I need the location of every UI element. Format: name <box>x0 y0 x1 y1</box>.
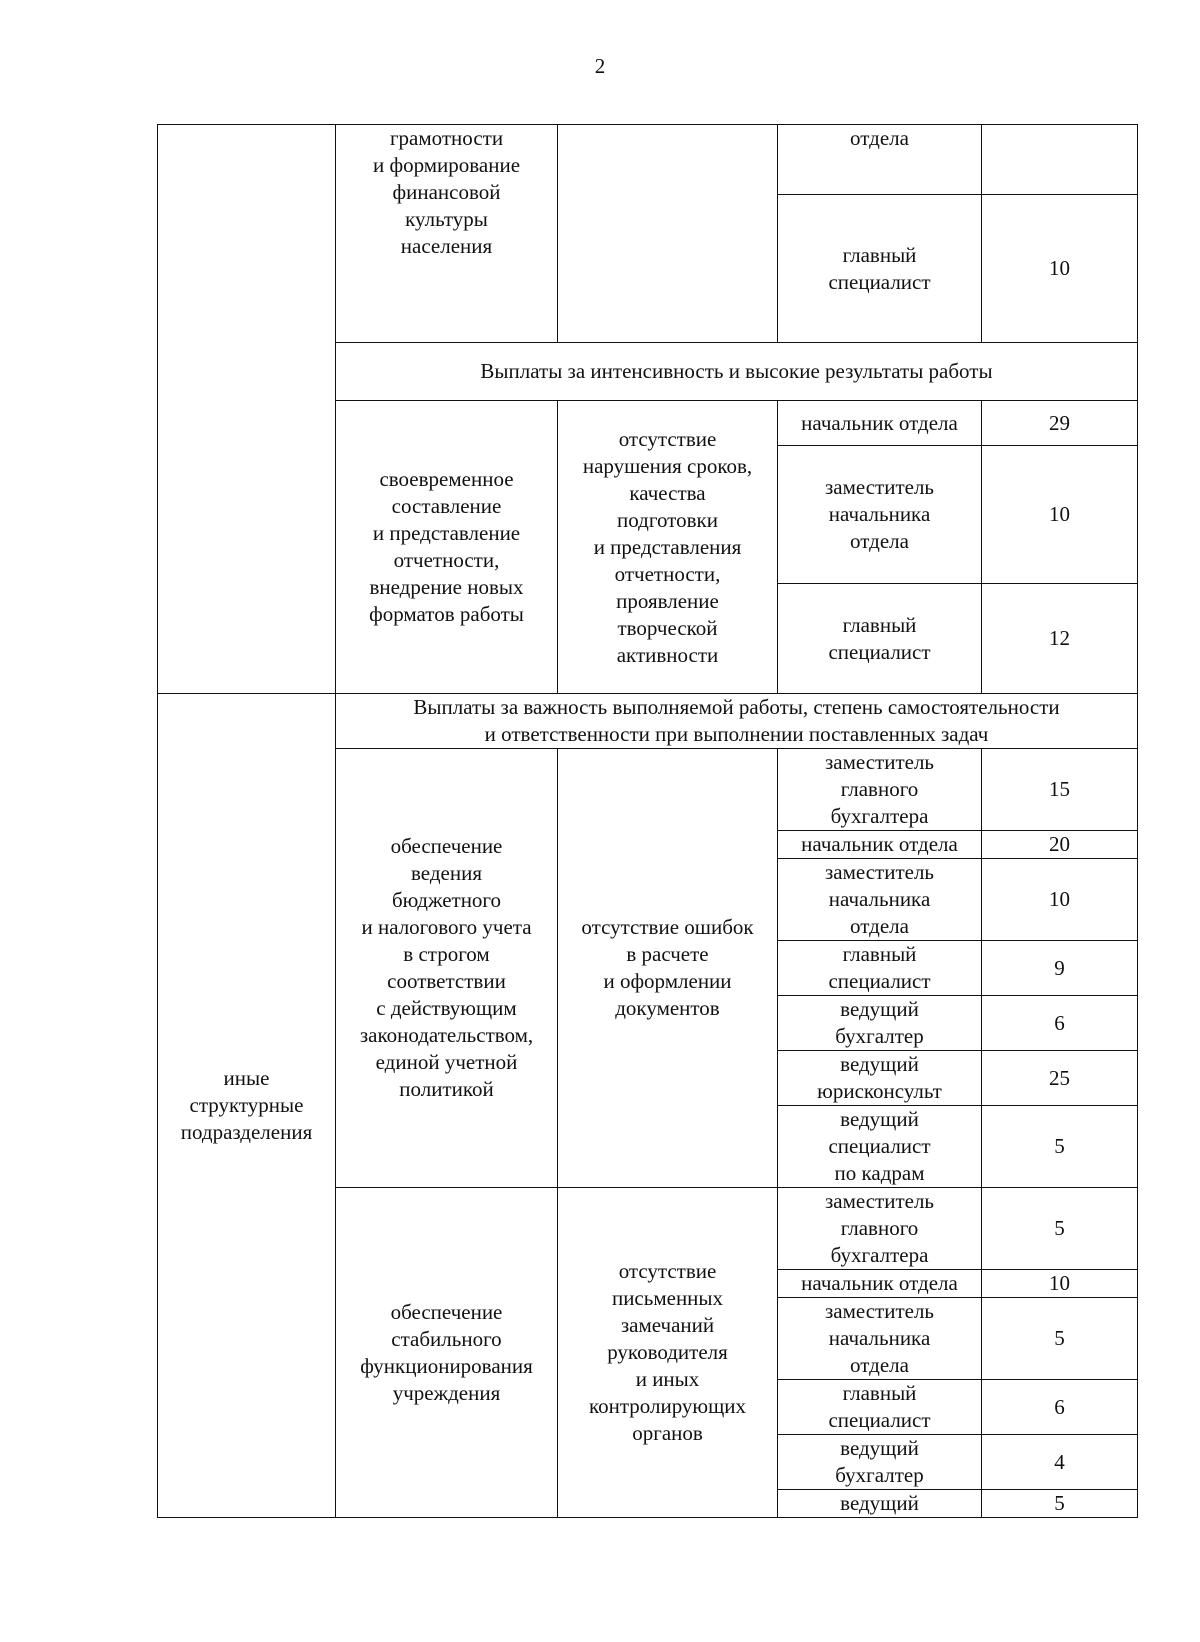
position-cell: начальник отдела <box>778 401 982 446</box>
value-cell: 5 <box>982 1298 1138 1380</box>
position-cell: начальник отдела <box>778 1270 982 1298</box>
criterion-cell: своевременное составление и представление отчетности, внедрение новых форматов работы <box>336 401 558 694</box>
position-cell: главный специалист <box>778 584 982 694</box>
value-cell: 6 <box>982 1380 1138 1435</box>
criterion-cell: обеспечение ведения бюджетного и налогового учета в строгом соответствии с действующим законодательством, единой учетной политикой <box>336 749 558 1188</box>
condition-cell: отсутствие нарушения сроков, качества подготовки и представления отчетности, проявление творческой активности <box>558 401 778 694</box>
value-cell: 10 <box>982 859 1138 941</box>
value-cell: 20 <box>982 831 1138 859</box>
position-cell: ведущий бухгалтер <box>778 996 982 1051</box>
condition-cell: отсутствие письменных замечаний руководителя и иных контролирующих органов <box>558 1188 778 1518</box>
value-cell <box>982 125 1138 195</box>
criterion-cell: обеспечение стабильного функционирования учреждения <box>336 1188 558 1518</box>
table-row <box>158 694 1138 749</box>
value-cell: 6 <box>982 996 1138 1051</box>
payments-table <box>157 124 1138 1518</box>
position-cell: заместитель начальника отдела <box>778 859 982 941</box>
page-number: 2 <box>594 54 606 78</box>
position-cell: главный специалист <box>778 941 982 996</box>
value-cell: 25 <box>982 1051 1138 1106</box>
value-cell: 5 <box>982 1490 1138 1518</box>
value-cell: 5 <box>982 1188 1138 1270</box>
section-title: Выплаты за важность выполняемой работы, степень самостоятельности и ответственности при выполнении поставленных задач <box>336 694 1138 749</box>
value-cell: 10 <box>982 1270 1138 1298</box>
value-cell: 15 <box>982 749 1138 831</box>
value-cell: 4 <box>982 1435 1138 1490</box>
position-cell: главный специалист <box>778 195 982 343</box>
position-cell: заместитель начальника отдела <box>778 1298 982 1380</box>
condition-cell <box>558 125 778 343</box>
position-cell: заместитель главного бухгалтера <box>778 749 982 831</box>
position-cell: отдела <box>778 125 982 195</box>
condition-cell: отсутствие ошибок в расчете и оформлении документов <box>558 749 778 1188</box>
unit-cell: иные структурные подразделения <box>158 694 336 1518</box>
unit-cell-continued <box>158 125 336 694</box>
table-row <box>158 125 1138 195</box>
position-cell: ведущий бухгалтер <box>778 1435 982 1490</box>
value-cell: 5 <box>982 1106 1138 1188</box>
position-cell: начальник отдела <box>778 831 982 859</box>
section-title: Выплаты за интенсивность и высокие результаты работы <box>336 343 1138 401</box>
position-cell: ведущий <box>778 1490 982 1518</box>
position-cell: ведущий юрисконсульт <box>778 1051 982 1106</box>
position-cell: заместитель главного бухгалтера <box>778 1188 982 1270</box>
value-cell: 10 <box>982 195 1138 343</box>
position-cell: заместитель начальника отдела <box>778 446 982 584</box>
value-cell: 9 <box>982 941 1138 996</box>
position-cell: главный специалист <box>778 1380 982 1435</box>
value-cell: 12 <box>982 584 1138 694</box>
criterion-cell: грамотности и формирование финансовой культуры населения <box>336 125 558 343</box>
position-cell: ведущий специалист по кадрам <box>778 1106 982 1188</box>
value-cell: 10 <box>982 446 1138 584</box>
value-cell: 29 <box>982 401 1138 446</box>
